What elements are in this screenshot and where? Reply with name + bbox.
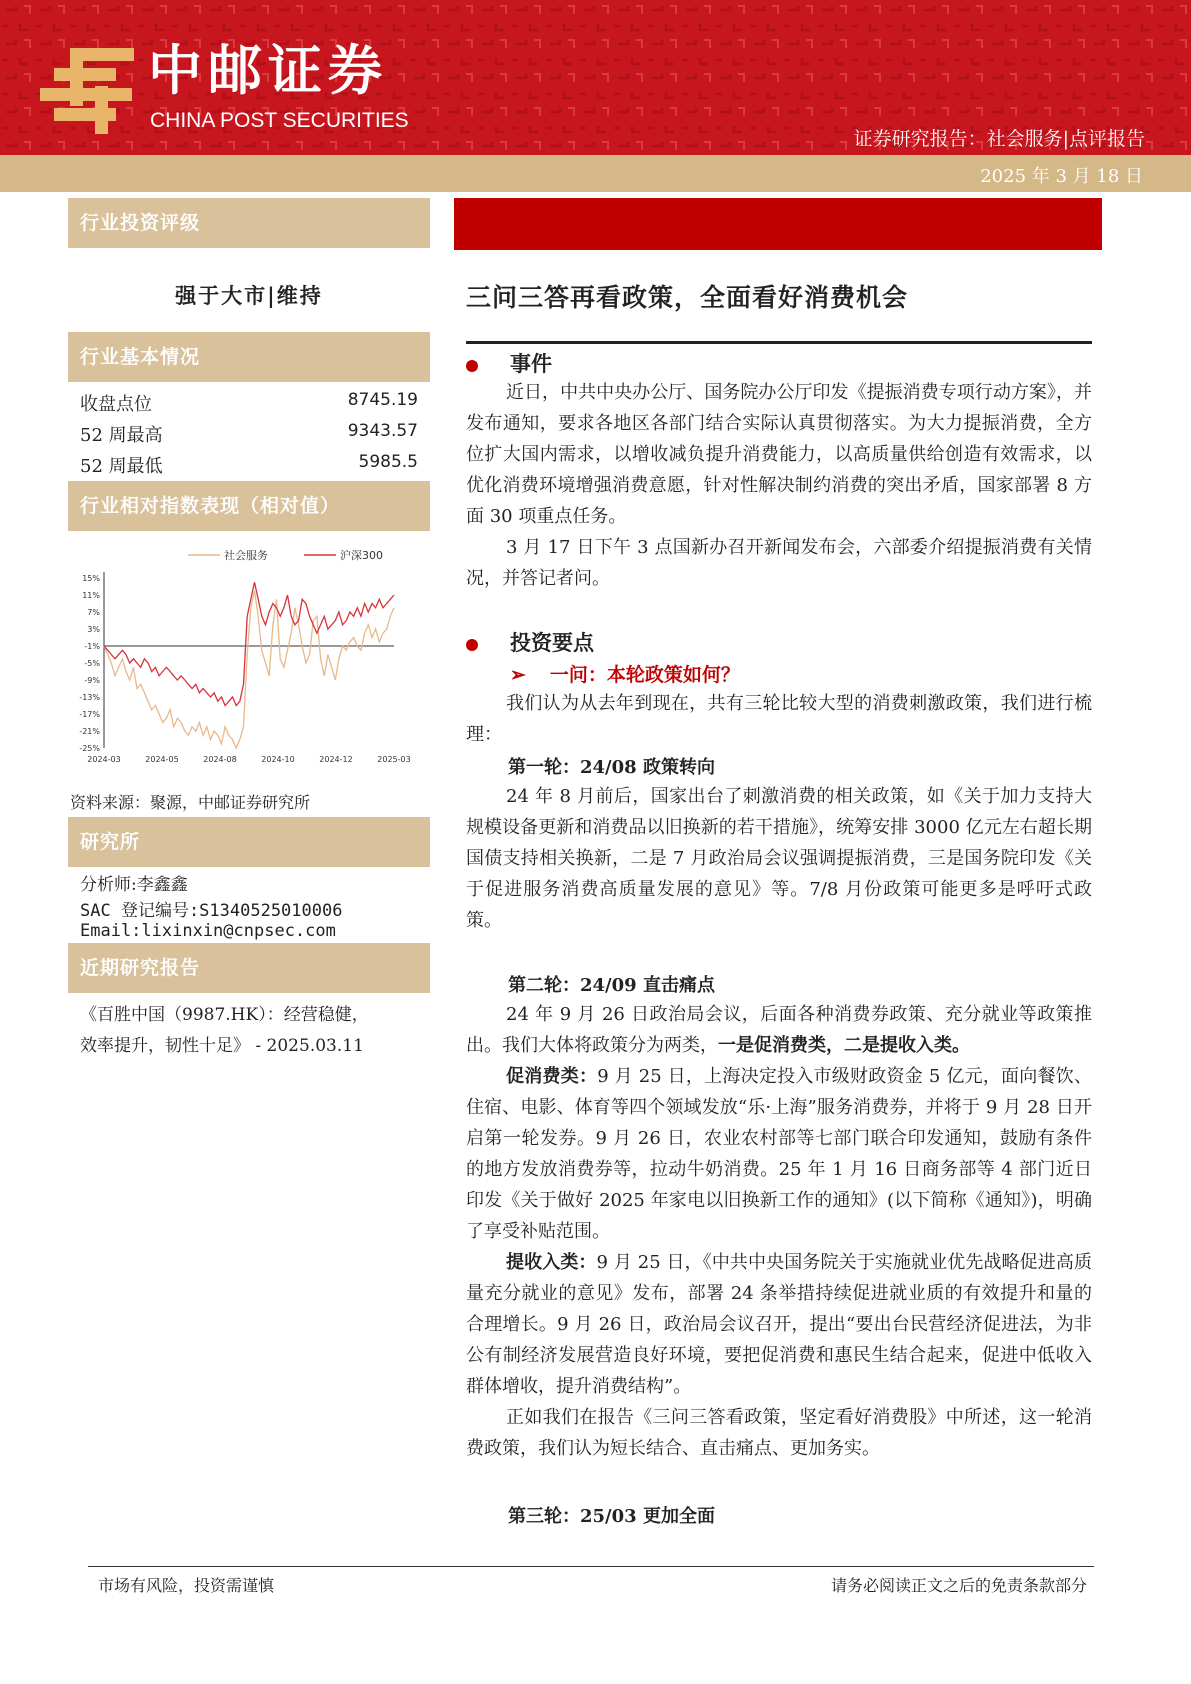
stat-label: 收盘点位 <box>80 394 152 415</box>
event-heading: 事件 <box>466 348 552 378</box>
brand-name-en: CHINA POST SECURITIES <box>150 109 409 132</box>
basics-section-header: 行业基本情况 <box>68 332 430 382</box>
title-rule <box>466 341 1092 344</box>
report-date: 2025 年 3 月 18 日 <box>980 166 1143 187</box>
summary-paragraph: 正如我们在报告《三问三答看政策，坚定看好消费股》中所述，这一轮消费政策，我们认为短长结合、直击痛点、更加务实。 <box>466 1407 1092 1459</box>
recent-reports-header: 近期研究报告 <box>68 943 430 993</box>
x-tick-label: 2024-12 <box>319 755 353 764</box>
stat-row <box>80 421 418 447</box>
x-tick-label: 2024-08 <box>203 755 237 764</box>
x-tick-label: 2024-05 <box>145 755 179 764</box>
analyst-email[interactable]: Email:lixinxin@cnpsec.com <box>80 921 336 941</box>
rating-section-header: 行业投资评级 <box>68 198 430 248</box>
legend-label: 社会服务 <box>224 549 268 562</box>
recent-report-link[interactable]: 《百胜中国（9987.HK）：经营稳健， <box>80 1005 369 1025</box>
recent-report-link-cont[interactable]: 效率提升，韧性十足》 - 2025.03.11 <box>80 1036 364 1056</box>
industry-rating: 强于大市|维持 <box>175 283 323 308</box>
report-type: 证券研究报告：社会服务|点评报告 <box>853 128 1145 150</box>
y-tick-label: -13% <box>79 693 100 702</box>
question-1-heading: ➢ 一问：本轮政策如何？ <box>510 664 740 686</box>
y-tick-label: -21% <box>79 727 100 736</box>
series-line <box>104 591 394 748</box>
round-3-heading: 第三轮：25/03 更加全面 <box>508 1506 715 1527</box>
promo-paragraph: 促消费类：9 月 25 日，上海决定投入市级财政资金 5 亿元，面向餐饮、住宿、电影、体育等四个领域发放“乐·上海”服务消费券，并将于 9 月 28 日开启第一轮发券。9 月 26 日，农业农村部等七部门联合印发通知，鼓励有条件的地方发放消费券等，拉动牛奶消费。25 年 1 月 16 日商务部等 4 部门近日印发《关于做好 2025 年家电以旧换新工作的通知》(以下简称《通知》)，明确了享受补贴范围。 <box>466 1066 1092 1242</box>
arrow-icon: ➢ <box>510 664 526 686</box>
y-tick-label: -5% <box>84 659 100 668</box>
chart-source: 资料来源：聚源，中邮证券研究所 <box>70 793 311 812</box>
stat-label: 52 周最高 <box>80 425 163 446</box>
bullet-icon <box>466 360 478 372</box>
x-tick-label: 2024-03 <box>87 755 121 764</box>
china-post-logo-icon <box>40 46 136 136</box>
round-1-paragraph: 24 年 8 月前后，国家出台了刺激消费的相关政策，如《关于加力支持大规模设备更新和消费品以旧换新的若干措施》，统筹安排 3000 亿元左右超长期国债支持相关换新，二是 7 月政治局会议强调提振消费，三是国务院印发《关于促进服务消费高质量发展的意见》等。7/8 月份政策可能更多是呼吁式政策。 <box>466 786 1092 931</box>
stat-row <box>80 390 418 416</box>
round-2-paragraph: 24 年 9 月 26 日政治局会议，后面各种消费券政策、充分就业等政策推出。我们大体将政策分为两类，一是促消费类，二是提收入类。 <box>466 1004 1092 1056</box>
event-paragraph-1: 近日，中共中央办公厅、国务院办公厅印发《提振消费专项行动方案》，并发布通知，要求各地区各部门结合实际认真贯彻落实。为大力提振消费，全方位扩大国内需求，以增收减负提升消费能力，以高质量供给创造有效需求，以优化消费环境增强消费意愿，针对性解决制约消费的突出矛盾，国家部署 8 方面 30 项重点任务。 <box>466 382 1092 527</box>
stat-value: 9343.57 <box>347 421 418 441</box>
invest-heading: 投资要点 <box>466 627 594 657</box>
risk-disclaimer: 市场有风险，投资需谨慎 <box>98 1576 275 1595</box>
y-tick-label: 15% <box>82 574 100 583</box>
brand-name-cn: 中邮证券 <box>148 39 388 102</box>
title-red-bar <box>454 198 1102 250</box>
footer-rule <box>88 1566 1094 1567</box>
y-tick-label: 11% <box>82 591 100 600</box>
income-paragraph: 提收入类：9 月 25 日，《中共中央国务院关于实施就业优先战略促进高质量充分就业的意见》发布，部署 24 条举措持续促进就业质的有效提升和量的合理增长。9 月 26 日，政治局会议召开，提出“要出台民营经济促进法，为非公有制经济发展营造良好环境，要把促消费和惠民生结合起来，促进中低收入群体增收，提升消费结构”。 <box>466 1252 1092 1397</box>
research-section-header: 研究所 <box>68 817 430 867</box>
series-line <box>104 582 394 705</box>
x-tick-label: 2025-03 <box>377 755 411 764</box>
sac-number: SAC 登记编号:S1340525010006 <box>80 901 343 921</box>
analyst-name: 分析师:李鑫鑫 <box>80 875 188 895</box>
intro-paragraph: 我们认为从去年到现在，共有三轮比较大型的消费刺激政策，我们进行梳理： <box>466 693 1092 745</box>
y-tick-label: 7% <box>87 608 100 617</box>
relative-index-chart <box>68 540 430 775</box>
stat-value: 8745.19 <box>347 390 418 410</box>
report-title: 三问三答再看政策，全面看好消费机会 <box>466 283 909 312</box>
round-1-heading: 第一轮：24/08 政策转向 <box>508 757 715 778</box>
stat-value: 5985.5 <box>358 452 418 472</box>
event-paragraph-2: 3 月 17 日下午 3 点国新办召开新闻发布会，六部委介绍提振消费有关情况，并答记者问。 <box>466 537 1092 589</box>
y-tick-label: -17% <box>79 710 100 719</box>
y-tick-label: -25% <box>79 744 100 753</box>
disclaimer-note: 请务必阅读正文之后的免责条款部分 <box>830 1576 1087 1595</box>
stat-label: 52 周最低 <box>80 456 163 477</box>
bullet-icon <box>466 639 478 651</box>
x-tick-label: 2024-10 <box>261 755 295 764</box>
y-tick-label: -1% <box>84 642 100 651</box>
chart-section-header: 行业相对指数表现（相对值） <box>68 481 430 531</box>
stat-row <box>80 452 418 478</box>
y-tick-label: 3% <box>87 625 100 634</box>
legend-label: 沪深300 <box>340 549 383 562</box>
round-2-heading: 第二轮：24/09 直击痛点 <box>508 975 715 996</box>
y-tick-label: -9% <box>84 676 100 685</box>
